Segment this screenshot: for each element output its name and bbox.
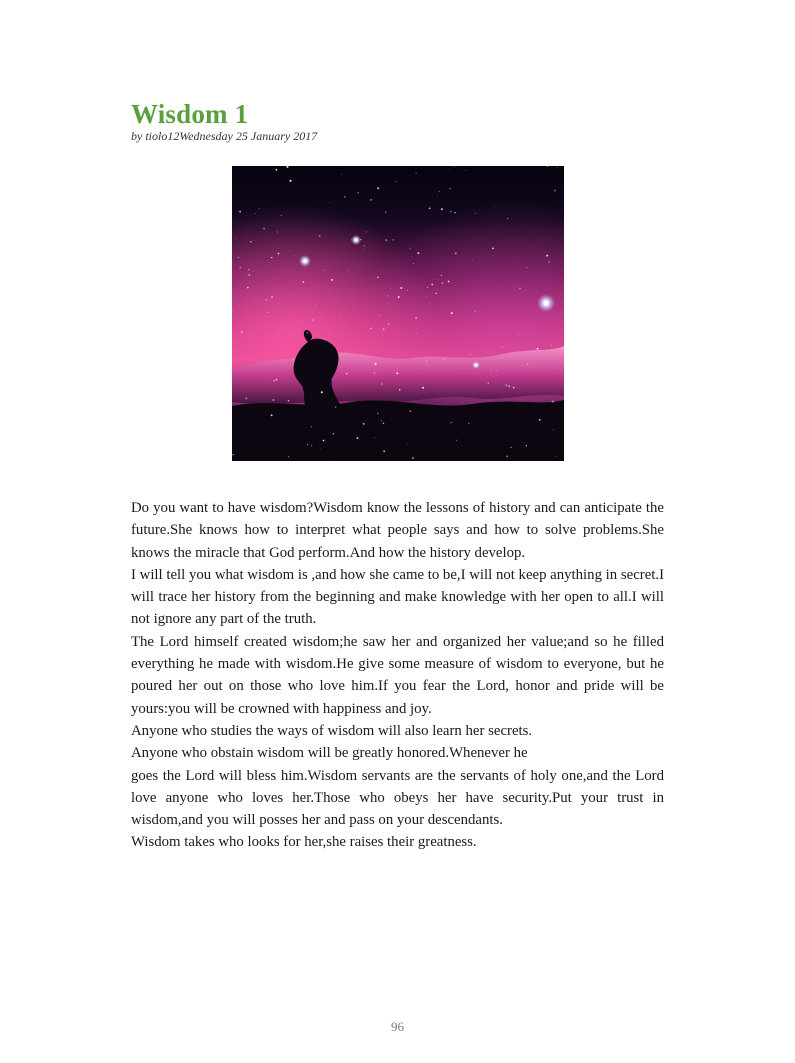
paragraph: Wisdom takes who looks for her,she raises their greatness. — [131, 834, 477, 851]
paragraph: Do you want to have wisdom?Wisdom know the lessons of history and can anticipate the future.She knows how to interpret what people says and how to solve problems.She knows the miracle that God perform.And how the history develop. — [131, 500, 664, 561]
paragraph: I will tell you what wisdom is ,and how she came to be,I will not keep anything in secret.I will trace her history from the beginning and make knowledge with her open to all.I will not ignore any part of the truth. — [131, 566, 664, 628]
nebula-image — [232, 166, 564, 461]
paragraph: goes the Lord will bless him.Wisdom servants are the servants of holy one,and the Lord love anyone who loves her.Those who obeys her have security.Put your trust in wisdom,and you will posses her and pass on your descendants. — [131, 767, 664, 829]
byline: by tiolo12Wednesday 25 January 2017 — [131, 129, 318, 143]
paragraph: The Lord himself created wisdom;he saw her and organized her value;and so he filled everything he made with wisdom.He give some measure of wisdom to everyone, but he poured her out on those who love him.If you fear the Lord, honor and pride will be yours:you will be crowned with happiness and joy. — [131, 633, 664, 717]
article-body — [131, 497, 664, 854]
page-number: 96 — [391, 1019, 404, 1034]
page-title: Wisdom 1 — [131, 99, 249, 129]
paragraph: Anyone who obstain wisdom will be greatly honored.Whenever he — [131, 745, 528, 762]
paragraph: Anyone who studies the ways of wisdom will also learn her secrets. — [131, 722, 533, 739]
